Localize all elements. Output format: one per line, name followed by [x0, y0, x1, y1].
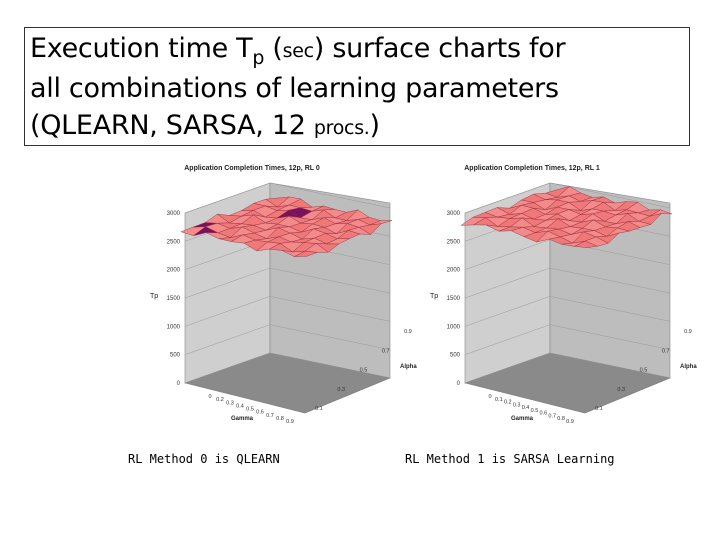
x-tick-label: 0.9 — [286, 419, 294, 425]
x-tick-label: 0.7 — [548, 413, 557, 420]
surface-chart-rl0 — [90, 158, 415, 428]
z-tick-label: 2000 — [446, 267, 460, 274]
z-tick-label: 1000 — [446, 324, 460, 331]
surface-chart-rl1 — [370, 158, 695, 428]
z-tick-label: 500 — [169, 352, 180, 359]
x-tick-label: 0.9 — [566, 419, 574, 425]
x-tick-label: 0.5 — [246, 406, 254, 413]
caption-rl0: RL Method 0 is QLEARN — [128, 452, 280, 466]
z-tick-label: 3000 — [166, 211, 180, 217]
x-tick-label: 0.6 — [539, 410, 548, 417]
y-tick-label: 0.7 — [381, 348, 390, 355]
y-tick-label: 0.7 — [661, 348, 670, 355]
z-tick-label: 1500 — [166, 296, 180, 302]
y-axis-label: Alpha — [400, 364, 417, 370]
title-procs: procs. — [313, 117, 370, 139]
x-tick-label: 0 — [488, 394, 492, 400]
z-axis-label: Tp — [430, 293, 439, 300]
z-tick-label: 3000 — [446, 211, 460, 217]
x-axis-label: Gamma — [230, 416, 254, 422]
title-text: ( — [264, 33, 283, 64]
x-tick-label: 0.2 — [216, 397, 224, 404]
y-tick-label: 0.3 — [337, 386, 346, 393]
x-tick-label: 0.4 — [236, 403, 244, 410]
y-tick-label: 0.9 — [684, 329, 692, 335]
y-tick-label: 0.1 — [315, 406, 323, 412]
x-tick-label: 0.6 — [256, 409, 264, 416]
z-axis-label: Tp — [150, 293, 159, 300]
z-tick-label: 1500 — [446, 296, 460, 302]
x-tick-label: 0 — [208, 394, 212, 400]
y-tick-label: 0.5 — [639, 367, 648, 374]
x-tick-label: 0.5 — [530, 407, 539, 414]
y-tick-label: 0.9 — [404, 329, 412, 335]
z-tick-label: 2500 — [166, 239, 180, 246]
y-tick-label: 0.5 — [359, 367, 368, 374]
title-text: ) surface charts for — [313, 33, 566, 64]
slide-title — [30, 30, 690, 147]
x-axis-label: Gamma — [510, 416, 534, 422]
x-tick-label: 0.8 — [276, 415, 284, 422]
title-subscript: p — [252, 47, 265, 69]
z-tick-label: 0 — [456, 381, 460, 387]
chart-title: Application Completion Times, 12p, RL 0 — [184, 165, 320, 172]
y-tick-label: 0.3 — [617, 386, 626, 393]
z-tick-label: 0 — [176, 381, 180, 387]
x-tick-label: 0.3 — [226, 400, 234, 407]
title-line-2: all combinations of learning parameters — [30, 73, 559, 104]
x-tick-label: 0.7 — [266, 412, 274, 419]
y-tick-label: 0.1 — [595, 406, 603, 412]
z-tick-label: 2500 — [446, 239, 460, 246]
z-tick-label: 1000 — [166, 324, 180, 331]
y-axis-label: Alpha — [680, 364, 697, 370]
z-tick-label: 500 — [449, 352, 460, 359]
title-text: Execution time T — [30, 33, 253, 64]
x-tick-label: 0.3 — [512, 402, 521, 409]
x-tick-label: 0.8 — [557, 416, 565, 423]
caption-rl1: RL Method 1 is SARSA Learning — [405, 452, 615, 466]
chart-title: Application Completion Times, 12p, RL 1 — [464, 165, 600, 172]
title-text: ) — [369, 110, 380, 141]
title-text: (QLEARN, SARSA, 12 — [30, 110, 314, 141]
z-tick-label: 2000 — [166, 267, 180, 274]
title-unit: sec — [282, 40, 314, 62]
x-tick-label: 0.2 — [503, 399, 512, 406]
x-tick-label: 0.1 — [495, 396, 503, 403]
x-tick-label: 0.4 — [521, 405, 530, 412]
